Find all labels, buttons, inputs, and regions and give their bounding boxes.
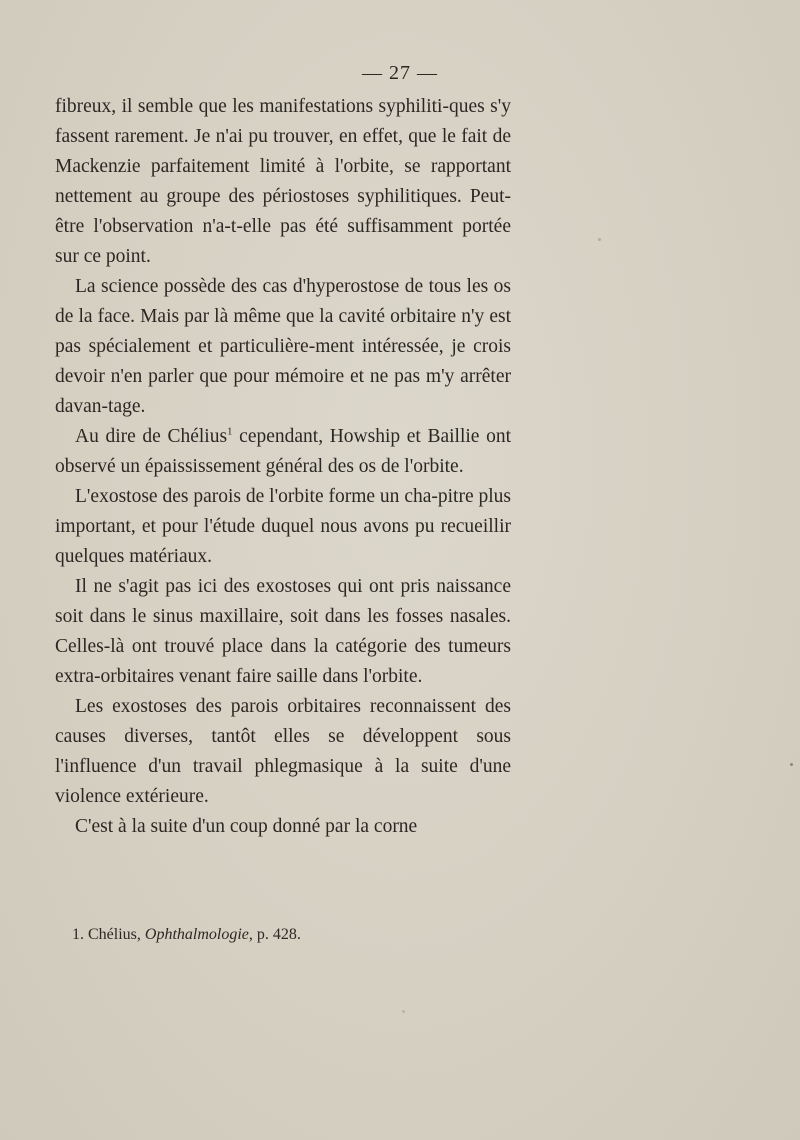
paragraph: C'est à la suite d'un coup donné par la corne <box>75 816 418 837</box>
page-number: — 27 — <box>362 62 438 84</box>
footnote-page: , p. 428. <box>248 926 301 943</box>
body-text <box>55 92 511 842</box>
footnote-number: 1. <box>72 926 84 943</box>
paper-speck <box>598 238 601 241</box>
footnote <box>72 924 512 946</box>
footnote-marker: 1 <box>227 425 233 438</box>
footnote-work-title: Ophthalmologie <box>144 926 249 943</box>
paragraph: La science possède des cas d'hyperostose de tous les os de la face. Mais par là même que la cavité orbitaire n'y est pas spécialement et particulière-ment intéressée, je crois devoir n'en parler que pour mémoire et ne pas m'y arrêter davan-tage. <box>55 276 511 417</box>
footnote-author: Chélius, <box>88 926 141 943</box>
paragraph-text: cependant, Howship et Baillie ont observé un épaississement général des os de l'orbite. <box>55 426 512 477</box>
paragraph: L'exostose des parois de l'orbite forme un cha-pitre plus important, et pour l'étude duquel nous avons pu recueillir quelques matériaux. <box>55 486 511 567</box>
paragraph: fibreux, il semble que les manifestations syphiliti-ques s'y fassent rarement. Je n'ai pu trouver, en effet, que le fait de Mackenzie parfaitement limité à l'orbite, se rapportant nettement au groupe des périostoses syphilitiques. Peut-être l'observation n'a-t-elle pas été suffisamment portée sur ce point. <box>55 96 511 267</box>
paragraph: Il ne s'agit pas ici des exostoses qui ont pris naissance soit dans le sinus maxillaire, soit dans les fosses nasales. Celles-là ont trouvé place dans la catégorie des tumeurs extra-orbitaires venant faire saille dans l'orbite. <box>55 576 511 687</box>
paragraph-text: Au dire de Chélius <box>75 426 228 447</box>
paper-speck <box>790 763 793 766</box>
paper-speck <box>402 1010 405 1013</box>
paragraph <box>55 422 511 482</box>
paragraph: Les exostoses des parois orbitaires reconnaissent des causes diverses, tantôt elles se développent sous l'influence d'un travail phlegmasique à la suite d'une violence extérieure. <box>55 696 511 807</box>
